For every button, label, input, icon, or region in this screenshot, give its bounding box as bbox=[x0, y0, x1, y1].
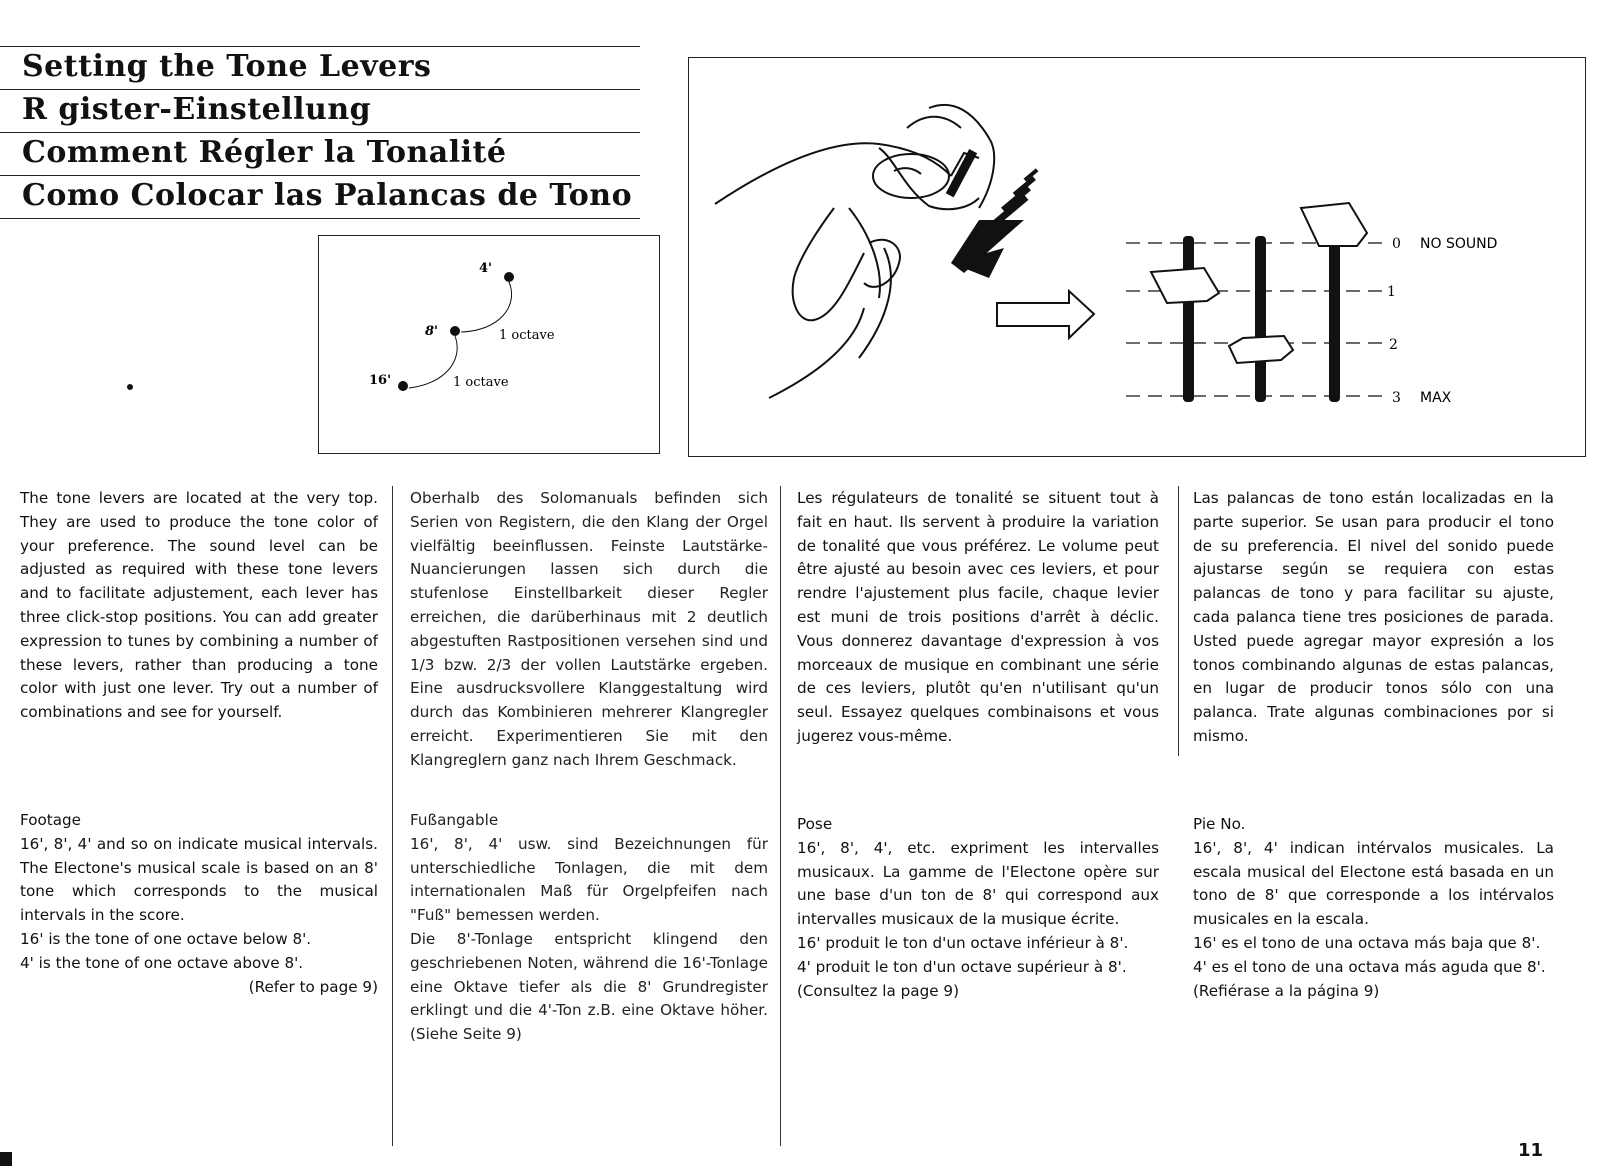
title-french bbox=[0, 132, 640, 175]
column-divider-2 bbox=[780, 486, 781, 1146]
column-spanish bbox=[1193, 487, 1554, 1000]
title-english-text: Setting the Tone Levers bbox=[22, 49, 432, 84]
lever-knob-1 bbox=[1151, 268, 1219, 303]
english-body: 16', 8', 4' and so on indicate musical intervals. The Electone's musical scale is based on an 8' tone which corresponds to the musical intervals in the score. bbox=[20, 834, 378, 925]
french-intro: Les régulateurs de tonalité se situent tout à fait en haut. Ils servent à produire la variation de tonalité que vous préférez. Le volume peut être ajusté au besoin avec ces leviers, et pour rendre l'ajustement plus facile, chaque levier est muni de trois positions d'arrêt à déclic. Vous donnerez davantage d'expression à vos morceaux de musique en combinant une série de ces leviers, plutôt qu'en n'utilisant qu'un seul. Essayez quelques combinaisons et vous jugerez vous-même. bbox=[797, 489, 1159, 745]
pos-label-2: 2 bbox=[1389, 337, 1398, 353]
spanish-line2: 4' es el tono de una octava más aguda que 8'. bbox=[1193, 957, 1546, 976]
english-ref: (Refer to page 9) bbox=[248, 977, 378, 996]
hand-illustration bbox=[715, 105, 994, 398]
dot-8ft bbox=[450, 326, 460, 336]
lever-slot-1 bbox=[1183, 236, 1194, 402]
english-line1: 16' is the tone of one octave below 8'. bbox=[20, 929, 312, 948]
french-line2: 4' produit le ton d'un octave supérieur à 8'. bbox=[797, 957, 1127, 976]
octave-label-lower: 1 octave bbox=[453, 375, 509, 390]
french-body: 16', 8', 4', etc. expriment les intervalles musicaux. La gamme de l'Electone opère sur une base d'un ton de 8' qui correspond aux intervalles musicaux de la musique écrite. bbox=[797, 838, 1159, 929]
lever-slot-2 bbox=[1255, 236, 1266, 402]
title-spanish bbox=[0, 175, 640, 219]
english-heading: Footage bbox=[20, 811, 82, 829]
title-german-text: R gister-Einstellung bbox=[22, 92, 372, 127]
spanish-line1: 16' es el tono de una octava más baja que 8'. bbox=[1193, 933, 1541, 952]
right-arrow bbox=[997, 291, 1094, 338]
title-spanish-text: Como Colocar las Palancas de Tono bbox=[22, 178, 633, 213]
tone-levers bbox=[1126, 203, 1497, 406]
arc-upper bbox=[461, 282, 512, 332]
column-german bbox=[410, 487, 768, 1044]
stray-dot bbox=[127, 384, 133, 390]
title-block bbox=[0, 46, 640, 219]
english-footage-section bbox=[20, 809, 378, 999]
dot-4ft bbox=[504, 272, 514, 282]
pos-label-3: 3 bbox=[1392, 390, 1401, 406]
title-french-text: Comment Régler la Tonalité bbox=[22, 135, 507, 170]
lever-knob-2 bbox=[1229, 336, 1293, 363]
page-number: 11 bbox=[1518, 1140, 1544, 1161]
label-8ft: 8' bbox=[425, 324, 439, 339]
no-sound-label: NO SOUND bbox=[1420, 236, 1498, 252]
title-german bbox=[0, 89, 640, 132]
english-intro: The tone levers are located at the very top. They are used to produce the tone color of your preference. The sound level can be adjusted as required with these tone levers and to facilitate adjustement, each lever has three click-stop positions. You can add greater expression to tunes by combining a number of these levers, rather than producing a tone color with just one lever. Try out a number of combinations and see for yourself. bbox=[20, 489, 378, 722]
lever-slot-3 bbox=[1329, 236, 1340, 402]
spanish-heading: Pie No. bbox=[1193, 815, 1246, 833]
octave-label-upper: 1 octave bbox=[499, 328, 555, 343]
page-corner-mark bbox=[0, 1152, 12, 1166]
footage-diagram bbox=[318, 235, 660, 454]
french-line1: 16' produit le ton d'un octave inférieur à 8'. bbox=[797, 933, 1129, 952]
german-body2: Die 8'-Tonlage entspricht klingend den geschriebenen Noten, während die 16'-Tonlage eine Oktave tiefer als die 8' Grundregister erklingt und die 4'-Ton z.B. eine Oktave höher. (Siehe Seite 9) bbox=[410, 929, 768, 1044]
arc-lower bbox=[409, 336, 457, 388]
lever-knob-3 bbox=[1301, 203, 1367, 246]
illustration-svg bbox=[689, 58, 1585, 456]
dot-16ft bbox=[398, 381, 408, 391]
german-body: 16', 8', 4' usw. sind Bezeichnungen für unterschiedliche Tonlagen, die mit dem internationalen Maß für Orgelpfeifen nach "Fuß" bemessen werden. bbox=[410, 834, 768, 925]
label-16ft: 16' bbox=[369, 373, 392, 388]
max-label: MAX bbox=[1420, 390, 1452, 406]
column-french bbox=[797, 487, 1159, 1000]
footage-diagram-svg bbox=[319, 236, 659, 453]
label-4ft: 4' bbox=[479, 261, 493, 276]
german-heading: Fußangable bbox=[410, 811, 499, 829]
french-heading: Pose bbox=[797, 815, 833, 833]
down-arrow bbox=[951, 168, 1038, 336]
column-divider-3 bbox=[1178, 486, 1179, 756]
spanish-ref: (Refiérase a la página 9) bbox=[1193, 981, 1380, 1000]
spanish-intro: Las palancas de tono están localizadas en la parte superior. Se usan para producir el tono de su preferencia. El nivel del sonido puede ajustarse según se requiera con estas palancas de tono y para facilitar su ajuste, cada palanca tiene tres posiciones de parada. Usted puede agregar mayor expresión a los tonos combinando algunas de estas palancas, en lugar de producir tonos sólo con una palanca. Trate algunas combinaciones por si mismo. bbox=[1193, 489, 1554, 745]
spanish-footage-section bbox=[1193, 813, 1554, 1003]
english-line2: 4' is the tone of one octave above 8'. bbox=[20, 953, 304, 972]
title-english bbox=[0, 46, 640, 89]
french-footage-section bbox=[797, 813, 1159, 1003]
column-divider-1 bbox=[392, 486, 393, 1146]
german-intro: Oberhalb des Solomanuals befinden sich Serien von Registern, die den Klang der Orgel vielfältig beeinflussen. Feinste Lautstärke-Nuancierungen lassen sich durch die stufenlose Einstellbarkeit dieser Regler erreichen, die darüberhinaus mit 2 deutlich abgestuften Rastpositionen versehen sind und 1/3 bzw. 2/3 der vollen Lautstärke ergeben. Eine ausdrucksvollere Klanggestaltung wird durch das Kombinieren mehrerer Klangregler erreicht. Experimentieren Sie mit den Klangreglern ganz nach Ihrem Geschmack. bbox=[410, 489, 768, 769]
french-ref: (Consultez la page 9) bbox=[797, 981, 960, 1000]
tone-lever-illustration bbox=[688, 57, 1586, 457]
pos-label-0: 0 bbox=[1392, 236, 1401, 252]
spanish-body: 16', 8', 4' indican intérvalos musicales. La escala musical del Electone está basada en un tono de 8' que corresponde a los intérvalos musicales en la escala. bbox=[1193, 838, 1554, 929]
pos-label-1: 1 bbox=[1387, 284, 1396, 300]
german-footage-section bbox=[410, 809, 768, 1047]
column-english bbox=[20, 487, 378, 996]
